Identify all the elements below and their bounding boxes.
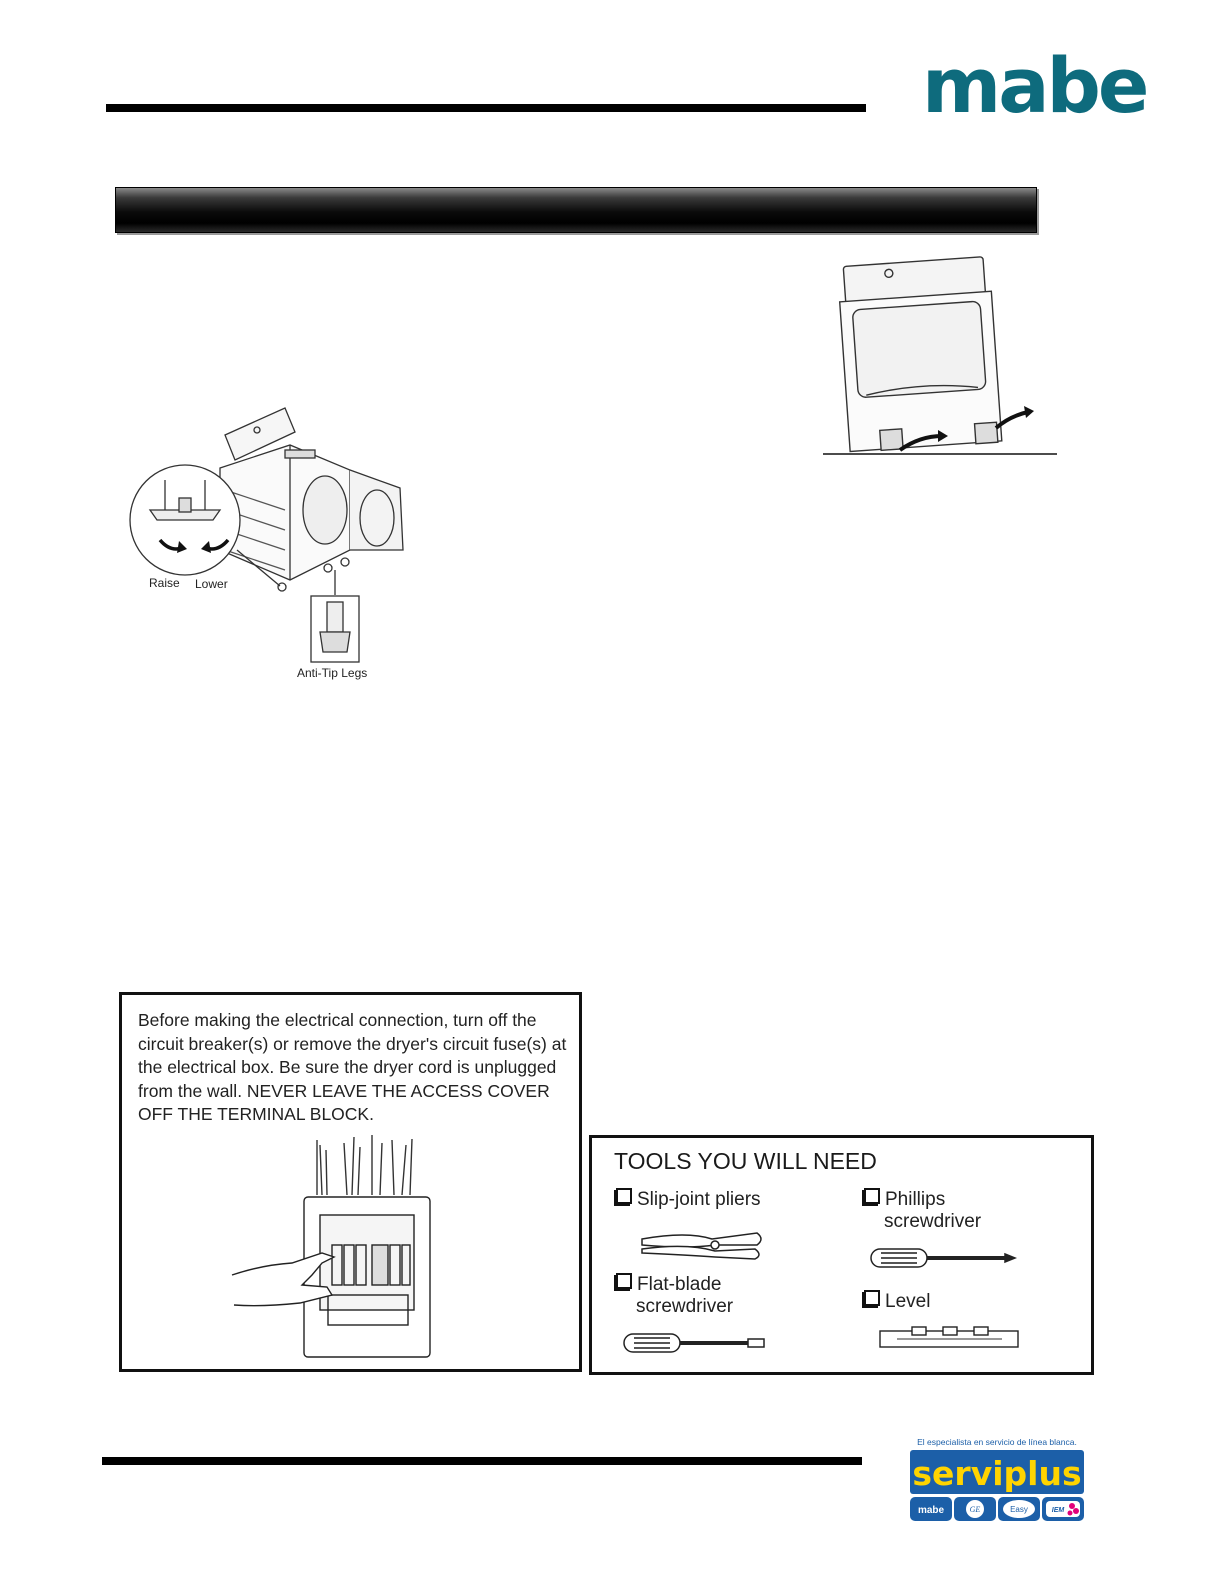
checkbox-icon <box>864 1290 880 1306</box>
tilted-dryer-illustration <box>820 240 1065 465</box>
tool-item-flat-screwdriver <box>616 1273 733 1318</box>
tool-item-pliers <box>616 1188 761 1211</box>
mabe-logo-text: mabe <box>922 41 1147 130</box>
pliers-icon <box>637 1223 767 1263</box>
tools-title: TOOLS YOU WILL NEED <box>614 1148 877 1174</box>
tool-label: Level <box>885 1291 931 1312</box>
tool-label-line2: screwdriver <box>636 1296 734 1317</box>
anti-tip-legs-label: Anti-Tip Legs <box>297 666 368 680</box>
electrical-warning-box <box>119 992 582 1372</box>
phillips-screwdriver-icon <box>867 1243 1017 1273</box>
circuit-breaker-illustration <box>222 1135 562 1365</box>
lower-label: Lower <box>195 577 228 591</box>
brand-badge-easy: Easy <box>1010 1505 1028 1514</box>
brand-badge-mabe: mabe <box>917 1505 945 1516</box>
tool-label: Flat-blade <box>637 1274 722 1295</box>
brand-badge-iem: IEM <box>1051 1507 1065 1514</box>
tool-item-phillips-screwdriver <box>864 1188 981 1233</box>
header-rule <box>106 104 866 112</box>
tool-item-level <box>864 1290 930 1313</box>
mabe-logo <box>920 38 1147 130</box>
footer-rule <box>102 1457 862 1465</box>
section-header-bar <box>115 187 1037 233</box>
checkbox-icon <box>616 1273 632 1289</box>
serviplus-tagline: El especialista en servicio de línea blanca. <box>917 1437 1077 1447</box>
warning-text: Before making the electrical connection, turn off the circuit breaker(s) or remove the dryer's circuit fuse(s) at the electrical box. Be sure the dryer cord is unplugged from the wall. NEVER LEAVE THE ACCESS COVER OFF THE TERMINAL BLOCK. <box>138 1010 567 1124</box>
serviplus-logo <box>908 1436 1086 1526</box>
checkbox-icon <box>864 1188 880 1204</box>
tool-label-line2: screwdriver <box>884 1211 982 1232</box>
serviplus-wordmark: serviplus <box>912 1454 1082 1493</box>
leveling-legs-illustration <box>125 400 425 690</box>
checkbox-icon <box>616 1188 632 1204</box>
raise-label: Raise <box>149 576 180 590</box>
tool-label: Slip-joint pliers <box>637 1189 761 1210</box>
brand-badge-ge: GE <box>969 1505 981 1514</box>
tools-needed-box <box>589 1135 1094 1375</box>
level-icon <box>877 1323 1022 1353</box>
flat-screwdriver-icon <box>620 1328 770 1358</box>
tool-label: Phillips <box>885 1189 946 1210</box>
